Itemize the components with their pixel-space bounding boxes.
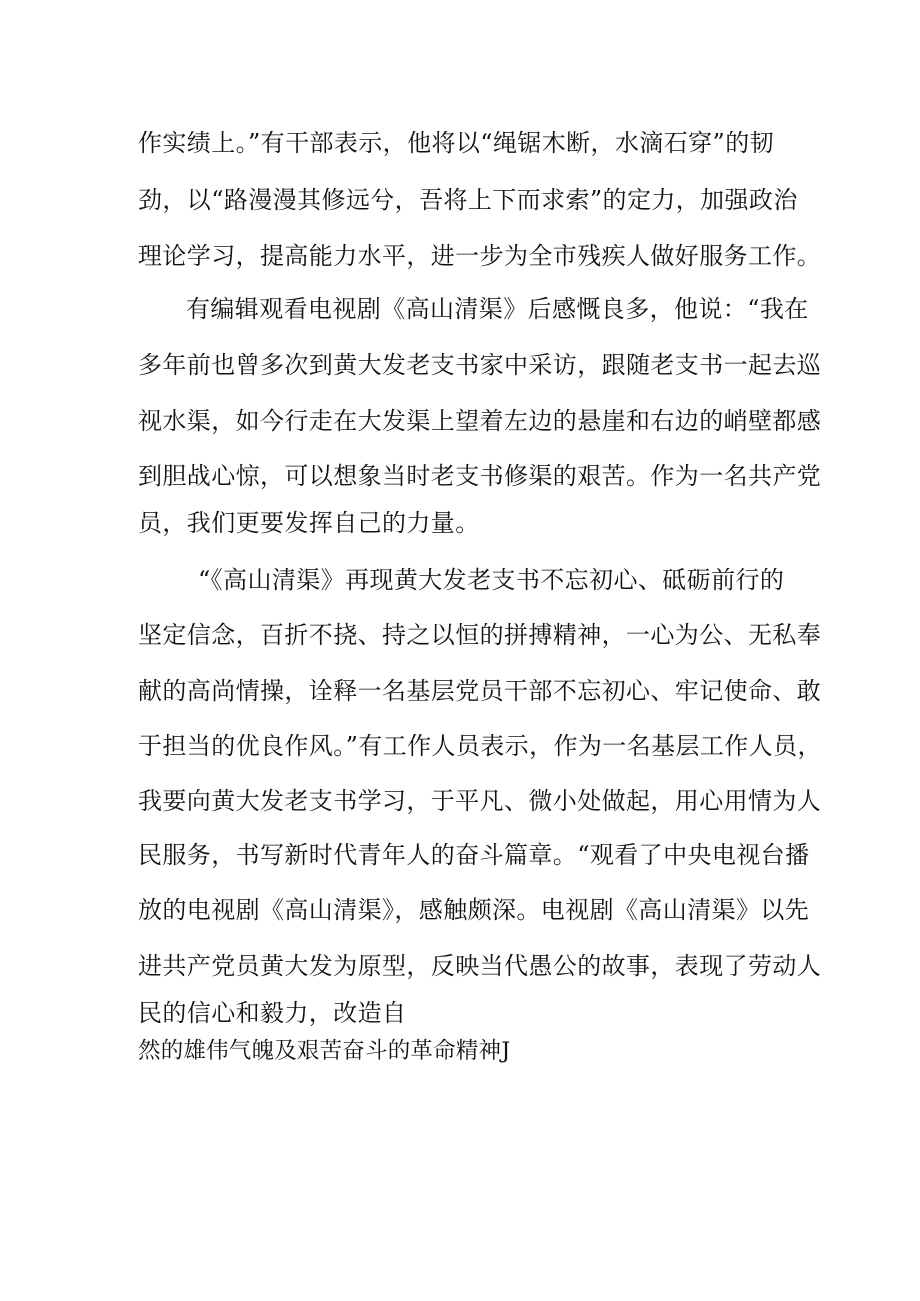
text-line: 进共产党员黄大发为原型，反映当代愚公的故事，表现了劳动人	[138, 952, 822, 980]
text-line: 民服务，书写新时代青年人的奋斗篇章。“观看了中央电视台播	[138, 841, 810, 869]
text-line: 作实绩上。”有干部表示，他将以“绳锯木断，水滴石穿”的韧	[138, 129, 775, 157]
paragraph-start-line: 有编辑观看电视剧《高山清渠》后感慨良多，他说：“我在	[186, 295, 809, 323]
text-line: 然的雄伟气魄及艰苦奋斗的革命精神J	[138, 1038, 511, 1064]
text-line: 到胆战心惊，可以想象当时老支书修渠的艰苦。作为一名共产党	[138, 462, 822, 490]
text-line: 员，我们更要发挥自己的力量。	[138, 509, 480, 537]
text-line: 献的高尚情操，诠释一名基层党员干部不忘初心、牢记使命、敢	[138, 677, 822, 705]
text-line: 理论学习，提高能力水平，进一步为全市残疾人做好服务工作。	[138, 242, 822, 270]
text-line: 劲，以“路漫漫其修远兮，吾将上下而求索”的定力，加强政治	[138, 186, 798, 214]
text-line: 视水渠，如今行走在大发渠上望着左边的悬崖和右边的峭壁都感	[138, 407, 822, 435]
text-line: 我要向黄大发老支书学习，于平凡、微小处做起，用心用情为人	[138, 787, 822, 815]
text-line: 多年前也曾多次到黄大发老支书家中采访，跟随老支书一起去巡	[138, 351, 822, 379]
text-line: 于担当的优良作风。”有工作人员表示，作为一名基层工作人员，	[138, 732, 822, 760]
paragraph-start-line: “《高山清渠》再现黄大发老支书不忘初心、砥砺前行的	[198, 566, 785, 594]
text-line: 坚定信念，百折不挠、持之以恒的拼搏精神，一心为公、无私奉	[138, 621, 822, 649]
text-line: 民的信心和毅力，改造自	[138, 999, 407, 1027]
text-line: 放的电视剧《高山清渠》，感触颇深。电视剧《高山清渠》以先	[138, 896, 810, 924]
